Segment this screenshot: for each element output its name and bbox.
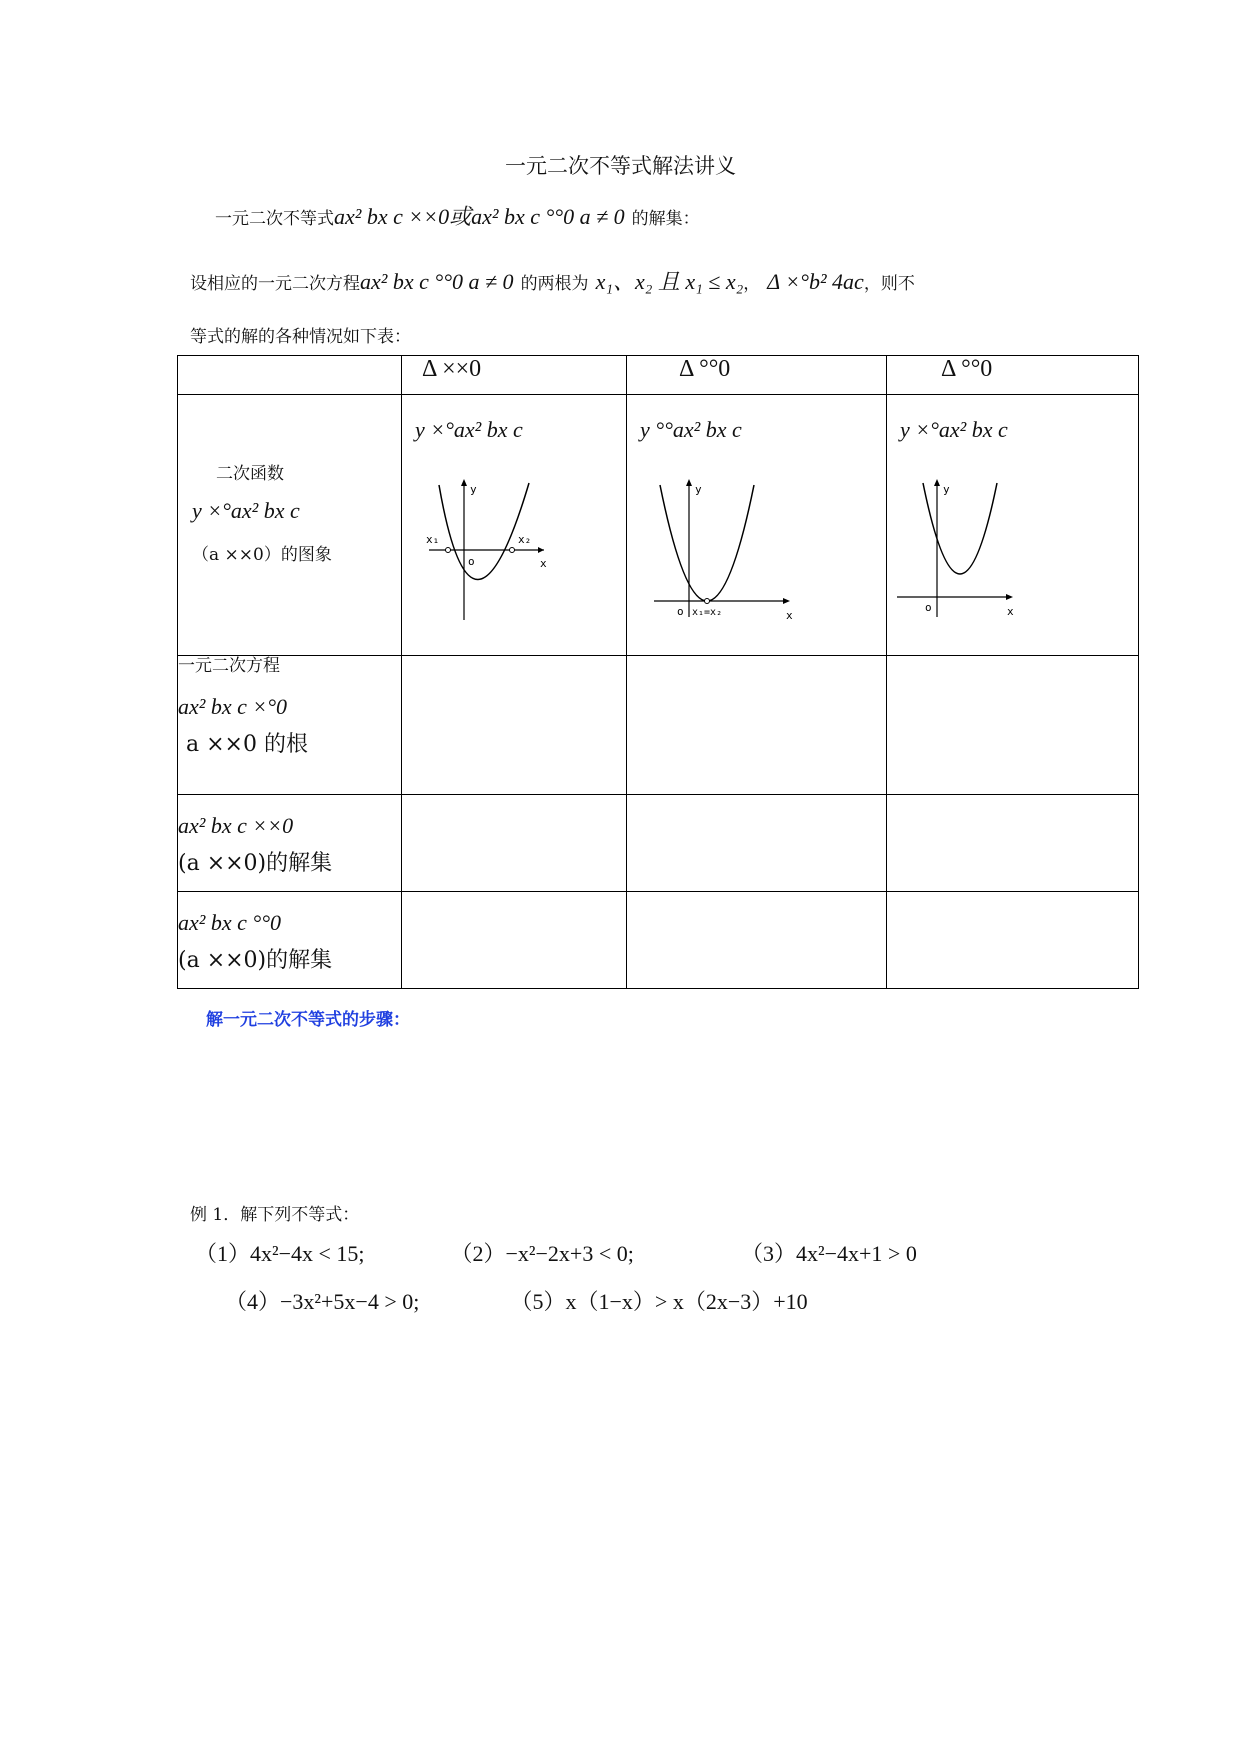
function-label-line3: （a ××0）的图象 — [192, 545, 332, 565]
answer-cell[interactable] — [402, 795, 627, 892]
root-x1-point — [446, 548, 451, 553]
header-delta-negative: Δ °°0 — [887, 356, 1139, 395]
equation-roots-label — [178, 656, 402, 795]
x-label: x — [786, 609, 793, 622]
answer-cell[interactable] — [887, 892, 1139, 989]
table-row-graph — [178, 395, 1139, 656]
intro-prefix: 一元二次不等式 — [215, 209, 334, 229]
parabola-double-root-graph — [652, 475, 802, 635]
equation-label-line3: a ××0 的根 — [186, 732, 308, 757]
setup-suffix: ，则不 — [863, 274, 915, 294]
x-axis-arrow — [783, 598, 790, 604]
answer-cell[interactable] — [627, 795, 887, 892]
x-label: x — [1007, 605, 1014, 618]
y-label: y — [943, 483, 950, 496]
intro-inequality-a: ax² bx c ××0或 — [334, 204, 472, 229]
problem-2: （2）−x²−2x+3 < 0; — [450, 1241, 634, 1266]
function-formula: y °°ax² bx c — [640, 417, 742, 442]
origin-label: o — [468, 555, 475, 568]
root-x2-point — [510, 548, 515, 553]
setup-prefix: 设相应的一元二次方程 — [190, 274, 360, 294]
origin-label: o — [925, 601, 932, 614]
graph-cell-two-roots — [402, 395, 627, 656]
x-label: x — [540, 557, 547, 570]
y-axis-arrow — [686, 479, 692, 486]
equation-label-line1: 一元二次方程 — [178, 656, 280, 676]
less-label-line1: ax² bx c °°0 — [178, 910, 281, 935]
problem-3: （3）4x²−4x+1 > 0 — [741, 1241, 917, 1266]
function-formula: y ×°ax² bx c — [415, 417, 523, 442]
greater-label-line1: ax² bx c ××0 — [178, 813, 294, 838]
answer-cell[interactable] — [402, 892, 627, 989]
y-axis-arrow — [461, 479, 467, 486]
answer-cell[interactable] — [627, 656, 887, 795]
example-heading: 例 1．解下列不等式： — [190, 1205, 360, 1225]
function-formula: y ×°ax² bx c — [900, 417, 1008, 442]
intro-line — [215, 200, 700, 231]
double-root-point — [705, 599, 710, 604]
graph-cell-no-root — [887, 395, 1139, 656]
x1-x2-label: x₁=x₂ — [692, 607, 723, 618]
setup-line: 设相应的一元二次方程ax² bx c °°0 a ≠ 0 的两根为 x₁、x₂ 且 x₁ ≤ x₂， Δ ×°b² 4ac，则不 — [190, 269, 915, 294]
less-solution-label — [178, 892, 402, 989]
problem-1: （1）4x²−4x < 15; — [195, 1241, 365, 1266]
table-row-equation-roots — [178, 656, 1139, 795]
setup-mid: 的两根为 — [520, 274, 589, 294]
x-axis-arrow — [538, 547, 544, 553]
table-row-greater-solution — [178, 795, 1139, 892]
solution-table — [177, 355, 1139, 989]
y-axis-arrow — [934, 479, 940, 486]
function-label-line2: y ×°ax² bx c — [192, 498, 300, 523]
parabola-curve — [439, 483, 532, 580]
page-title: 一元二次不等式解法讲义 — [505, 154, 736, 178]
origin-label: o — [677, 605, 684, 618]
problem-4: （4）−3x²+5x−4 > 0; — [225, 1289, 420, 1314]
less-label-line2: (a ××0)的解集 — [178, 948, 333, 973]
parabola-no-root-graph — [895, 475, 1025, 635]
answer-cell[interactable] — [627, 892, 887, 989]
problem-row-1 — [195, 1237, 917, 1268]
intro-inequality-b: ax² bx c °°0 a ≠ 0 — [471, 204, 625, 229]
table-row-less-solution — [178, 892, 1139, 989]
graph-cell-double-root — [627, 395, 887, 656]
parabola-curve — [923, 483, 997, 574]
steps-heading: 解一元二次不等式的步骤： — [206, 1010, 410, 1030]
intro-suffix: 的解集： — [631, 209, 700, 229]
setup-delta: Δ ×°b² 4ac — [767, 269, 864, 294]
y-label: y — [695, 483, 702, 496]
greater-label-line2: (a ××0)的解集 — [178, 851, 333, 876]
problem-row-2 — [225, 1285, 808, 1316]
function-label-cell — [178, 395, 402, 656]
x1-label: x₁ — [426, 533, 440, 546]
equation-label-line2: ax² bx c ×°0 — [178, 694, 288, 719]
y-label: y — [470, 483, 477, 496]
header-delta-positive: Δ ××0 — [402, 356, 627, 395]
function-label-line1: 二次函数 — [216, 464, 284, 484]
problem-5: （5）x（1−x）> x（2x−3）+10 — [510, 1289, 808, 1314]
x-axis-arrow — [1006, 594, 1013, 600]
parabola-curve — [660, 485, 754, 601]
answer-cell[interactable] — [887, 795, 1139, 892]
setup-continuation: 等式的解的各种情况如下表： — [190, 327, 411, 347]
parabola-two-roots-graph — [424, 475, 554, 625]
table-header-row — [178, 356, 1139, 395]
answer-cell[interactable] — [887, 656, 1139, 795]
x2-label: x₂ — [518, 533, 532, 546]
setup-roots: x₁、x₂ 且 x₁ ≤ x₂ — [595, 269, 744, 294]
header-empty-cell — [178, 356, 402, 395]
answer-cell[interactable] — [402, 656, 627, 795]
header-delta-zero: Δ °°0 — [627, 356, 887, 395]
greater-solution-label — [178, 795, 402, 892]
setup-equation: ax² bx c °°0 a ≠ 0 — [360, 269, 514, 294]
